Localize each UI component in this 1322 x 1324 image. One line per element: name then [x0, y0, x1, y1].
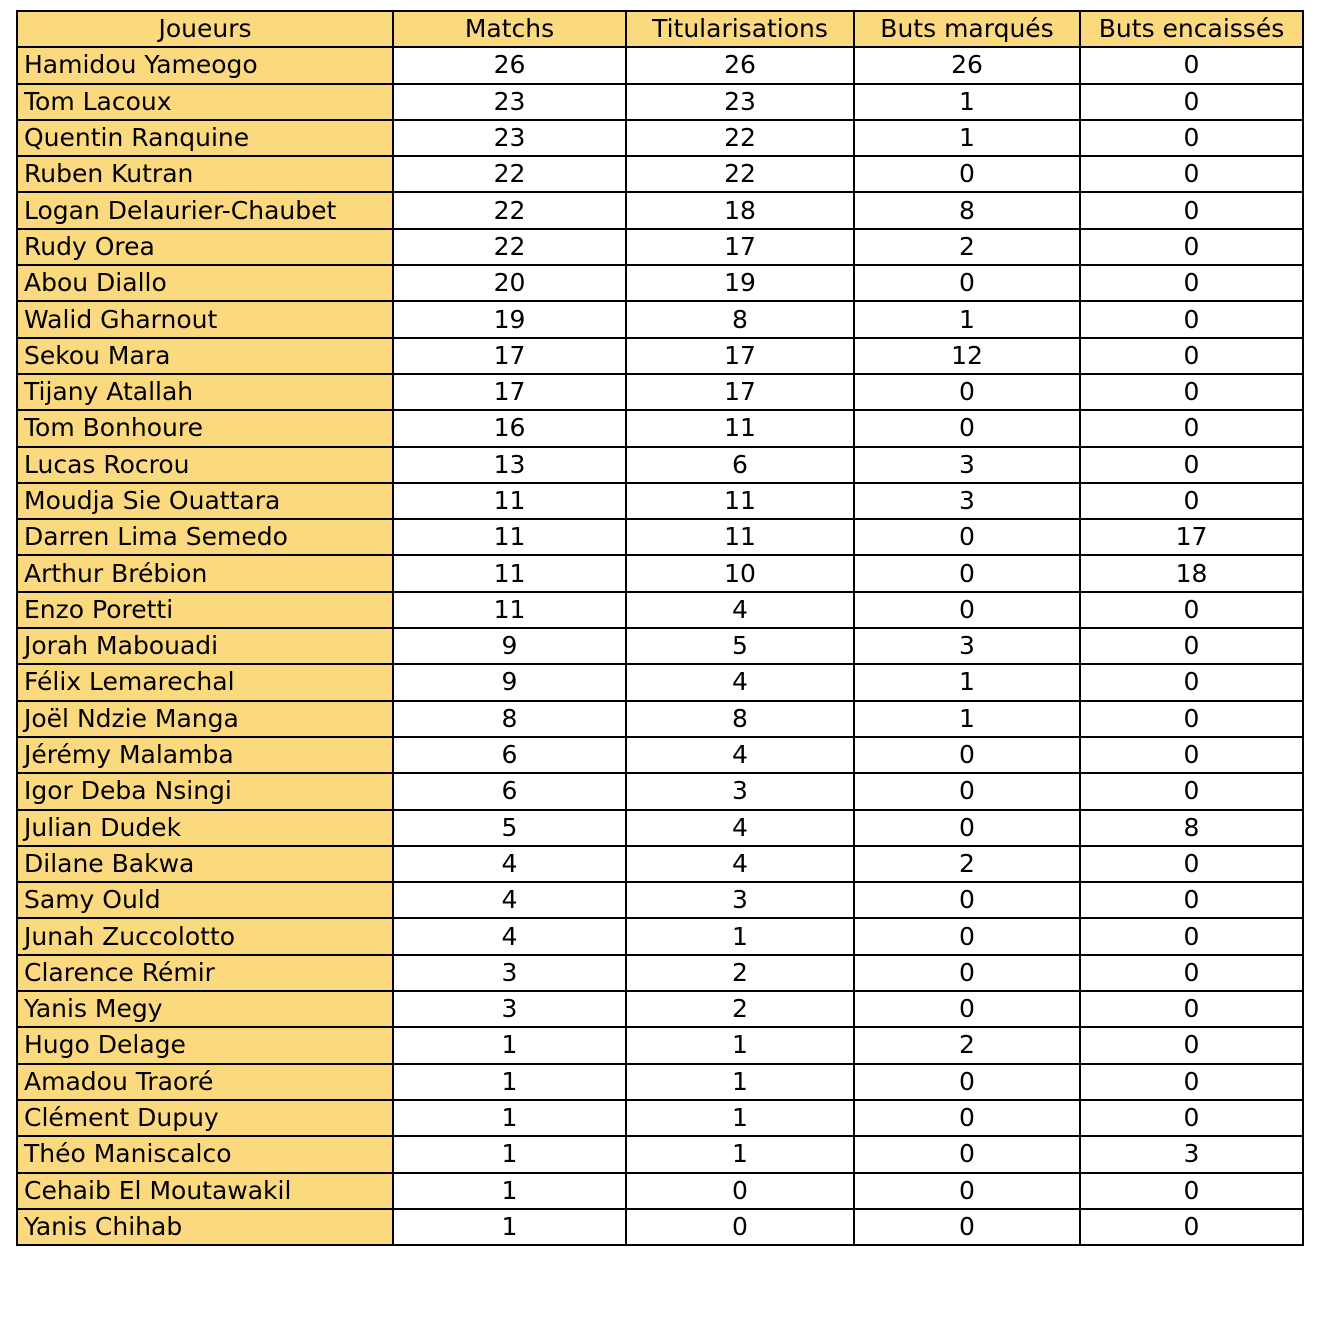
player-name-cell: Rudy Orea: [17, 229, 393, 265]
table-row: [17, 483, 1303, 519]
titularisations-cell: 3: [626, 773, 854, 809]
table-row: [17, 810, 1303, 846]
header-joueurs: Joueurs: [17, 11, 393, 47]
titularisations-cell: 4: [626, 846, 854, 882]
titularisations-cell: 22: [626, 120, 854, 156]
buts-marques-cell: 0: [854, 1209, 1080, 1245]
buts-encaisses-cell: 3: [1080, 1136, 1303, 1172]
buts-marques-cell: 0: [854, 737, 1080, 773]
buts-encaisses-cell: 0: [1080, 120, 1303, 156]
titularisations-cell: 1: [626, 1100, 854, 1136]
buts-encaisses-cell: 0: [1080, 1209, 1303, 1245]
player-name-cell: Jérémy Malamba: [17, 737, 393, 773]
table-row: [17, 265, 1303, 301]
titularisations-cell: 11: [626, 410, 854, 446]
player-stats-table: [16, 10, 1304, 1246]
table-row: [17, 229, 1303, 265]
player-name-cell: Julian Dudek: [17, 810, 393, 846]
buts-encaisses-cell: 0: [1080, 84, 1303, 120]
table-row: [17, 374, 1303, 410]
matchs-cell: 3: [393, 955, 626, 991]
player-name-cell: Hugo Delage: [17, 1027, 393, 1063]
matchs-cell: 1: [393, 1209, 626, 1245]
table-row: [17, 47, 1303, 83]
player-name-cell: Tom Lacoux: [17, 84, 393, 120]
buts-encaisses-cell: 0: [1080, 192, 1303, 228]
titularisations-cell: 2: [626, 955, 854, 991]
titularisations-cell: 1: [626, 1136, 854, 1172]
matchs-cell: 11: [393, 483, 626, 519]
table-row: [17, 1100, 1303, 1136]
table-row: [17, 1209, 1303, 1245]
titularisations-cell: 8: [626, 301, 854, 337]
player-name-cell: Arthur Brébion: [17, 555, 393, 591]
header-buts-encaisses: Buts encaissés: [1080, 11, 1303, 47]
player-name-cell: Yanis Chihab: [17, 1209, 393, 1245]
table-row: [17, 592, 1303, 628]
table-row: [17, 991, 1303, 1027]
table-row: [17, 338, 1303, 374]
buts-marques-cell: 3: [854, 628, 1080, 664]
player-name-cell: Igor Deba Nsingi: [17, 773, 393, 809]
matchs-cell: 1: [393, 1173, 626, 1209]
buts-marques-cell: 0: [854, 918, 1080, 954]
titularisations-cell: 23: [626, 84, 854, 120]
titularisations-cell: 11: [626, 483, 854, 519]
matchs-cell: 22: [393, 156, 626, 192]
buts-encaisses-cell: 0: [1080, 592, 1303, 628]
matchs-cell: 1: [393, 1064, 626, 1100]
buts-encaisses-cell: 0: [1080, 628, 1303, 664]
matchs-cell: 26: [393, 47, 626, 83]
buts-marques-cell: 12: [854, 338, 1080, 374]
header-matchs: Matchs: [393, 11, 626, 47]
table-row: [17, 664, 1303, 700]
matchs-cell: 1: [393, 1136, 626, 1172]
titularisations-cell: 17: [626, 374, 854, 410]
player-name-cell: Cehaib El Moutawakil: [17, 1173, 393, 1209]
buts-marques-cell: 1: [854, 120, 1080, 156]
buts-marques-cell: 2: [854, 846, 1080, 882]
matchs-cell: 4: [393, 846, 626, 882]
player-name-cell: Tom Bonhoure: [17, 410, 393, 446]
titularisations-cell: 1: [626, 1064, 854, 1100]
matchs-cell: 4: [393, 882, 626, 918]
table-row: [17, 519, 1303, 555]
matchs-cell: 5: [393, 810, 626, 846]
matchs-cell: 22: [393, 192, 626, 228]
titularisations-cell: 0: [626, 1209, 854, 1245]
buts-marques-cell: 0: [854, 882, 1080, 918]
table-row: [17, 555, 1303, 591]
table-row: [17, 918, 1303, 954]
table-row: [17, 192, 1303, 228]
buts-marques-cell: 0: [854, 555, 1080, 591]
table-row: [17, 955, 1303, 991]
table-row: [17, 447, 1303, 483]
player-name-cell: Darren Lima Semedo: [17, 519, 393, 555]
player-name-cell: Lucas Rocrou: [17, 447, 393, 483]
matchs-cell: 19: [393, 301, 626, 337]
buts-encaisses-cell: 17: [1080, 519, 1303, 555]
buts-marques-cell: 0: [854, 265, 1080, 301]
matchs-cell: 23: [393, 120, 626, 156]
player-name-cell: Clément Dupuy: [17, 1100, 393, 1136]
matchs-cell: 9: [393, 664, 626, 700]
titularisations-cell: 1: [626, 1027, 854, 1063]
matchs-cell: 13: [393, 447, 626, 483]
table-row: [17, 628, 1303, 664]
matchs-cell: 11: [393, 519, 626, 555]
titularisations-cell: 5: [626, 628, 854, 664]
titularisations-cell: 2: [626, 991, 854, 1027]
player-name-cell: Félix Lemarechal: [17, 664, 393, 700]
buts-encaisses-cell: 0: [1080, 156, 1303, 192]
buts-marques-cell: 3: [854, 447, 1080, 483]
buts-marques-cell: 0: [854, 1136, 1080, 1172]
titularisations-cell: 18: [626, 192, 854, 228]
buts-encaisses-cell: 0: [1080, 1027, 1303, 1063]
buts-marques-cell: 26: [854, 47, 1080, 83]
matchs-cell: 22: [393, 229, 626, 265]
buts-marques-cell: 0: [854, 1064, 1080, 1100]
player-name-cell: Quentin Ranquine: [17, 120, 393, 156]
table-row: [17, 1027, 1303, 1063]
buts-marques-cell: 0: [854, 592, 1080, 628]
player-name-cell: Sekou Mara: [17, 338, 393, 374]
buts-marques-cell: 8: [854, 192, 1080, 228]
titularisations-cell: 0: [626, 1173, 854, 1209]
titularisations-cell: 3: [626, 882, 854, 918]
buts-encaisses-cell: 0: [1080, 918, 1303, 954]
buts-encaisses-cell: 0: [1080, 1100, 1303, 1136]
table-body: [17, 47, 1303, 1245]
buts-marques-cell: 0: [854, 519, 1080, 555]
buts-encaisses-cell: 18: [1080, 555, 1303, 591]
table-row: [17, 1136, 1303, 1172]
titularisations-cell: 22: [626, 156, 854, 192]
matchs-cell: 6: [393, 773, 626, 809]
buts-encaisses-cell: 0: [1080, 229, 1303, 265]
buts-encaisses-cell: 0: [1080, 846, 1303, 882]
buts-encaisses-cell: 0: [1080, 483, 1303, 519]
table-row: [17, 84, 1303, 120]
buts-encaisses-cell: 0: [1080, 664, 1303, 700]
titularisations-cell: 11: [626, 519, 854, 555]
matchs-cell: 20: [393, 265, 626, 301]
matchs-cell: 16: [393, 410, 626, 446]
player-name-cell: Clarence Rémir: [17, 955, 393, 991]
buts-encaisses-cell: 0: [1080, 701, 1303, 737]
player-name-cell: Théo Maniscalco: [17, 1136, 393, 1172]
titularisations-cell: 4: [626, 592, 854, 628]
buts-encaisses-cell: 0: [1080, 991, 1303, 1027]
matchs-cell: 6: [393, 737, 626, 773]
buts-encaisses-cell: 0: [1080, 1173, 1303, 1209]
buts-marques-cell: 0: [854, 810, 1080, 846]
matchs-cell: 17: [393, 338, 626, 374]
player-name-cell: Moudja Sie Ouattara: [17, 483, 393, 519]
matchs-cell: 8: [393, 701, 626, 737]
buts-encaisses-cell: 8: [1080, 810, 1303, 846]
player-name-cell: Ruben Kutran: [17, 156, 393, 192]
titularisations-cell: 17: [626, 338, 854, 374]
buts-marques-cell: 0: [854, 991, 1080, 1027]
buts-marques-cell: 0: [854, 374, 1080, 410]
table-row: [17, 846, 1303, 882]
matchs-cell: 9: [393, 628, 626, 664]
buts-encaisses-cell: 0: [1080, 301, 1303, 337]
table-row: [17, 1173, 1303, 1209]
buts-marques-cell: 0: [854, 156, 1080, 192]
matchs-cell: 1: [393, 1027, 626, 1063]
buts-marques-cell: 2: [854, 229, 1080, 265]
buts-marques-cell: 3: [854, 483, 1080, 519]
titularisations-cell: 19: [626, 265, 854, 301]
titularisations-cell: 26: [626, 47, 854, 83]
titularisations-cell: 8: [626, 701, 854, 737]
buts-marques-cell: 0: [854, 410, 1080, 446]
buts-marques-cell: 0: [854, 955, 1080, 991]
player-name-cell: Hamidou Yameogo: [17, 47, 393, 83]
buts-encaisses-cell: 0: [1080, 447, 1303, 483]
buts-marques-cell: 1: [854, 664, 1080, 700]
matchs-cell: 23: [393, 84, 626, 120]
buts-encaisses-cell: 0: [1080, 338, 1303, 374]
buts-encaisses-cell: 0: [1080, 374, 1303, 410]
titularisations-cell: 4: [626, 737, 854, 773]
buts-encaisses-cell: 0: [1080, 882, 1303, 918]
buts-marques-cell: 0: [854, 1100, 1080, 1136]
matchs-cell: 3: [393, 991, 626, 1027]
table-row: [17, 882, 1303, 918]
player-name-cell: Tijany Atallah: [17, 374, 393, 410]
matchs-cell: 11: [393, 592, 626, 628]
table-row: [17, 120, 1303, 156]
table-row: [17, 301, 1303, 337]
titularisations-cell: 10: [626, 555, 854, 591]
buts-encaisses-cell: 0: [1080, 265, 1303, 301]
buts-encaisses-cell: 0: [1080, 47, 1303, 83]
titularisations-cell: 1: [626, 918, 854, 954]
table-row: [17, 1064, 1303, 1100]
matchs-cell: 1: [393, 1100, 626, 1136]
player-name-cell: Junah Zuccolotto: [17, 918, 393, 954]
buts-marques-cell: 0: [854, 773, 1080, 809]
buts-encaisses-cell: 0: [1080, 955, 1303, 991]
titularisations-cell: 4: [626, 810, 854, 846]
player-name-cell: Amadou Traoré: [17, 1064, 393, 1100]
player-name-cell: Yanis Megy: [17, 991, 393, 1027]
header-buts-marques: Buts marqués: [854, 11, 1080, 47]
player-name-cell: Abou Diallo: [17, 265, 393, 301]
player-name-cell: Dilane Bakwa: [17, 846, 393, 882]
buts-marques-cell: 1: [854, 701, 1080, 737]
titularisations-cell: 4: [626, 664, 854, 700]
buts-marques-cell: 1: [854, 84, 1080, 120]
buts-encaisses-cell: 0: [1080, 410, 1303, 446]
player-name-cell: Enzo Poretti: [17, 592, 393, 628]
buts-encaisses-cell: 0: [1080, 1064, 1303, 1100]
table-row: [17, 701, 1303, 737]
buts-marques-cell: 1: [854, 301, 1080, 337]
buts-encaisses-cell: 0: [1080, 737, 1303, 773]
player-name-cell: Jorah Mabouadi: [17, 628, 393, 664]
titularisations-cell: 6: [626, 447, 854, 483]
matchs-cell: 11: [393, 555, 626, 591]
player-name-cell: Logan Delaurier-Chaubet: [17, 192, 393, 228]
buts-encaisses-cell: 0: [1080, 773, 1303, 809]
matchs-cell: 4: [393, 918, 626, 954]
table-row: [17, 156, 1303, 192]
player-name-cell: Joël Ndzie Manga: [17, 701, 393, 737]
titularisations-cell: 17: [626, 229, 854, 265]
header-titularisations: Titularisations: [626, 11, 854, 47]
matchs-cell: 17: [393, 374, 626, 410]
table-header-row: [17, 11, 1303, 47]
table-row: [17, 737, 1303, 773]
table-row: [17, 773, 1303, 809]
buts-marques-cell: 2: [854, 1027, 1080, 1063]
table-row: [17, 410, 1303, 446]
player-name-cell: Samy Ould: [17, 882, 393, 918]
player-name-cell: Walid Gharnout: [17, 301, 393, 337]
buts-marques-cell: 0: [854, 1173, 1080, 1209]
